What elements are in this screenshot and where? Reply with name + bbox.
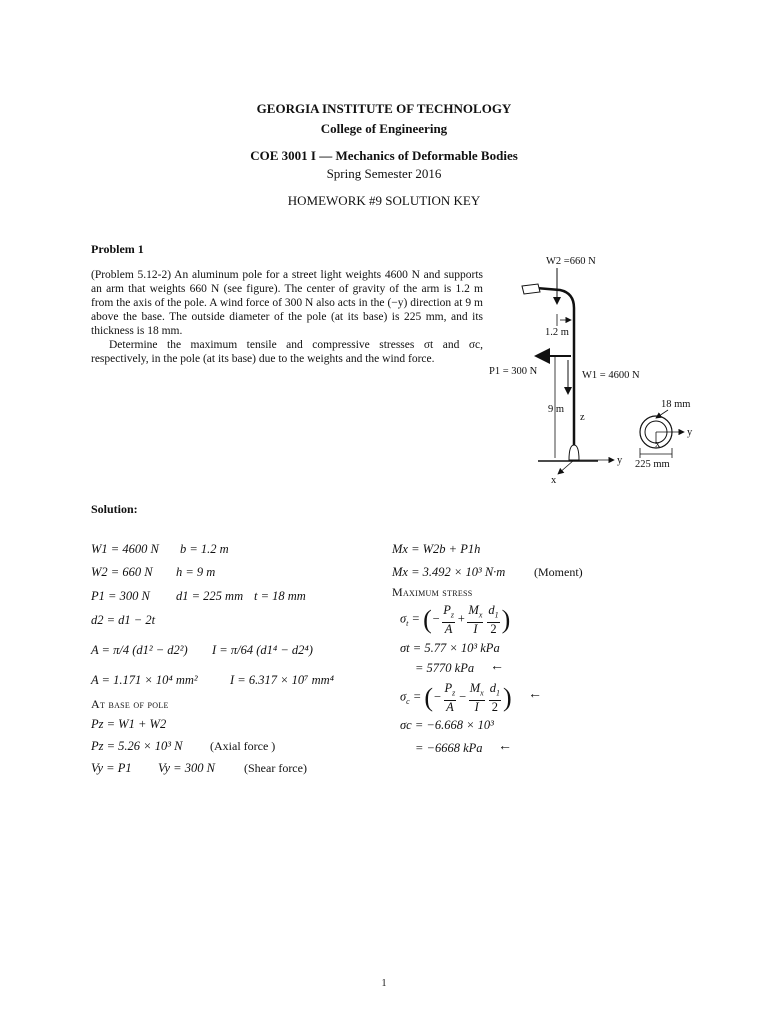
height-label: 9 m	[548, 404, 565, 415]
assignment-title: HOMEWORK #9 SOLUTION KEY	[287, 193, 481, 208]
w1-label: W1 = 4600 N	[582, 370, 640, 381]
axial-force-note: (Axial force )	[210, 739, 276, 753]
b-given: b = 1.2 m	[180, 542, 229, 556]
problem-paragraph-1: (Problem 5.12-2) An aluminum pole for a street light weights 4600 N and supports an arm that weights 660 N (see figure). The center of gravity of the arm is 1.2 m from the axis of the pole. A wind force of 300 N also acts in the (−y) direction at 9 m above the base. The outside diameter of the pole (at its base) is 225 mm, and its thickness is 18 mm.	[91, 269, 483, 337]
base-of-pole-heading: At base of pole	[91, 697, 169, 711]
section-y-label: y	[687, 427, 693, 438]
page-number: 1	[381, 978, 387, 989]
maximum-stress-heading: Maximum stress	[392, 585, 473, 599]
area-value: A = 1.171 × 10⁴ mm²	[91, 673, 198, 687]
vy-value: Vy = 300 N	[158, 761, 215, 775]
d2-equation: d2 = d1 − 2t	[91, 613, 156, 627]
p1-label: P1 = 300 N	[489, 366, 538, 377]
semester-label: Spring Semester 2016	[326, 166, 442, 181]
pole-base	[569, 445, 579, 460]
college-title: College of Engineering	[320, 121, 448, 136]
axis-x-label: x	[551, 475, 557, 486]
sigma-t-kpa: = 5770 kPa	[415, 661, 475, 675]
lamp-head	[522, 284, 540, 294]
mx-value: Mx = 3.492 × 10³ N·m	[392, 565, 506, 579]
inertia-equation: I = π/64 (d1⁴ − d2⁴)	[212, 643, 313, 657]
vy-equation: Vy = P1	[91, 761, 132, 775]
institution-title: GEORGIA INSTITUTE OF TECHNOLOGY	[256, 101, 512, 116]
d1-given: d1 = 225 mm	[176, 589, 244, 603]
w2-given: W2 = 660 N	[91, 565, 153, 579]
street-light-figure	[478, 248, 708, 488]
section-x-label: x	[655, 439, 661, 450]
mx-equation: Mx = W2b + P1h	[392, 542, 481, 556]
pz-value: Pz = 5.26 × 10³ N	[91, 739, 183, 753]
t-given: t = 18 mm	[254, 589, 306, 603]
axis-z-label: z	[580, 412, 585, 423]
shear-force-note: (Shear force)	[244, 761, 307, 775]
sigma-c-value: σc = −6.668 × 10³	[400, 718, 494, 732]
moment-note: (Moment)	[534, 565, 583, 579]
diameter-label: 225 mm	[635, 459, 670, 470]
sigma-t-equation: $\sigma_t$ = (− $\frac{P_z}{A}$ + $\frac{M_x}{I}$ $\frac{d_1}{2}$ )	[400, 603, 511, 636]
solution-heading: Solution:	[91, 502, 138, 516]
answer-arrow-compressive: ←	[498, 739, 512, 754]
answer-arrow-tensile: ←	[490, 659, 504, 674]
w1-given: W1 = 4600 N	[91, 542, 159, 556]
x-axis-arrow	[558, 460, 574, 474]
axis-y-label: y	[617, 455, 623, 466]
p1-given: P1 = 300 N	[91, 589, 150, 603]
sigma-c-kpa: = −6668 kPa	[415, 741, 483, 755]
course-title: COE 3001 I — Mechanics of Deformable Bodies	[250, 148, 518, 163]
area-equation: A = π/4 (d1² − d2²)	[91, 643, 188, 657]
pz-equation: Pz = W1 + W2	[91, 717, 167, 731]
problem-paragraph-2: Determine the maximum tensile and compressive stresses σt and σc, respectively, in the pole (at its base) due to the weights and the wind force.	[91, 339, 483, 365]
thickness-label: 18 mm	[661, 399, 691, 410]
sigma-t-value: σt = 5.77 × 10³ kPa	[400, 641, 500, 655]
problem-statement	[91, 268, 483, 366]
arm-distance-label: 1.2 m	[545, 327, 569, 338]
problem-heading: Problem 1	[91, 242, 144, 256]
answer-arrow-compressive-expr: ←	[528, 687, 542, 702]
w2-label: W2 =660 N	[546, 256, 596, 267]
sigma-c-equation: $\sigma_c$ = (− $\frac{P_z}{A}$ − $\frac{M_x}{I}$ $\frac{d_1}{2}$ )	[400, 681, 512, 714]
h-given: h = 9 m	[176, 565, 216, 579]
inertia-value: I = 6.317 × 10⁷ mm⁴	[230, 673, 335, 687]
